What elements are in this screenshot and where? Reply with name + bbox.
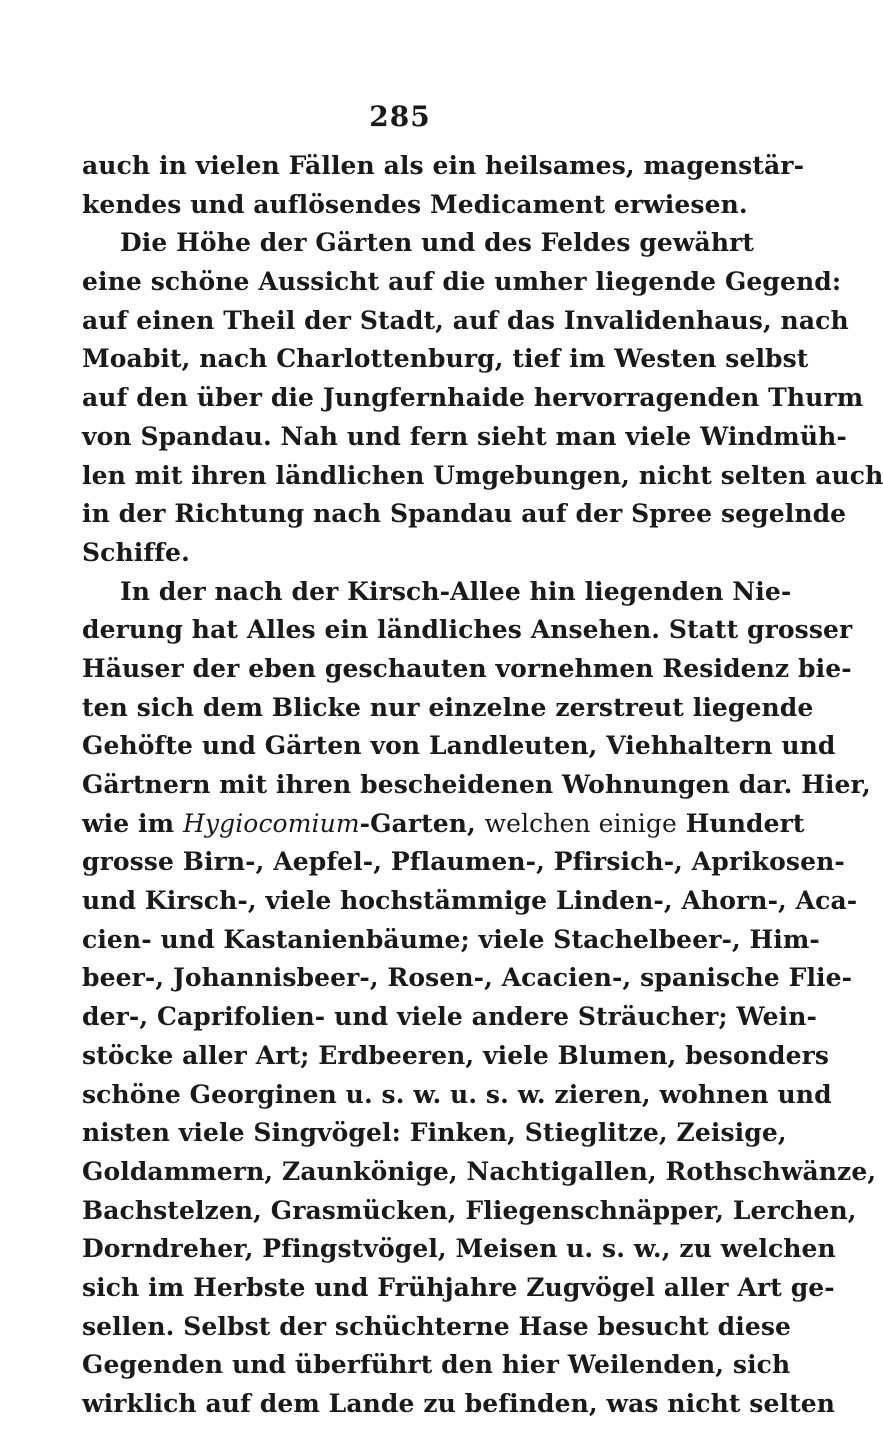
text-run: -Garten, <box>359 808 485 838</box>
text-line: beer-, Johannisbeer-, Rosen-, Acacien-, spanische Flie- <box>82 963 853 993</box>
text-line: ten sich dem Blicke nur einzelne zerstreut liegende <box>82 692 814 722</box>
text-line: auf einen Theil der Stadt, auf das Invalidenhaus, nach <box>82 305 849 335</box>
page-number: 285 <box>369 100 431 133</box>
text-line: Gärtnern mit ihren bescheidenen Wohnungen dar. Hier, <box>82 770 871 799</box>
paragraph-start-line: Die Höhe der Gärten und des Feldes gewährt <box>120 228 755 258</box>
text-line: cien- und Kastanienbäume; viele Stachelbeer-, Him- <box>82 924 820 954</box>
body-text <box>82 147 883 1424</box>
text-line: sich im Herbste und Frühjahre Zugvögel aller Art ge- <box>82 1272 835 1302</box>
text-line: len mit ihren ländlichen Umgebungen, nicht selten auch <box>82 460 883 490</box>
text-line: Moabit, nach Charlottenburg, tief im Westen selbst <box>82 344 809 374</box>
text-line: in der Richtung nach Spandau auf der Spree segelnde <box>82 499 847 529</box>
text-line: der-, Caprifolien- und viele andere Sträucher; Wein- <box>82 1002 818 1032</box>
text-line-mixed <box>82 805 805 844</box>
text-line: Bachstelzen, Grasmücken, Fliegenschnäpper, Lerchen, <box>82 1195 857 1225</box>
text-line: kendes und auflösendes Medicament erwiesen. <box>82 189 748 219</box>
text-line: und Kirsch-, viele hochstämmige Linden-, Ahorn-, Aca- <box>82 886 858 916</box>
text-line: stöcke aller Art; Erdbeeren, viele Blumen, besonders <box>82 1040 830 1070</box>
text-line: Gegenden und überführt den hier Weilenden, sich <box>82 1350 791 1380</box>
text-line: auf den über die Jungfernhaide hervorragenden Thurm <box>82 383 864 413</box>
text-line: Gehöfte und Gärten von Landleuten, Viehhaltern und <box>82 731 836 761</box>
text-run: Hundert <box>676 808 805 838</box>
italic-term: Hygiocomium <box>182 808 360 838</box>
text-line: grosse Birn-, Aepfel-, Pflaumen-, Pfirsich-, Aprikosen- <box>82 847 845 877</box>
text-line: derung hat Alles ein ländliches Ansehen. Statt grosser <box>82 615 853 645</box>
text-line: Dorndreher, Pfingstvögel, Meisen u. s. w., zu welchen <box>82 1234 836 1264</box>
text-line: auch in vielen Fällen als ein heilsames, magenstär- <box>82 151 805 180</box>
text-line: schöne Georginen u. s. w. u. s. w. zieren, wohnen und <box>82 1079 832 1109</box>
text-run-regular: welchen einige <box>484 808 677 838</box>
text-line: Goldammern, Zaunkönige, Nachtigallen, Rothschwänze, <box>82 1156 877 1186</box>
text-line: wirklich auf dem Lande zu befinden, was nicht selten <box>82 1389 836 1418</box>
paragraph-start-line: In der nach der Kirsch-Allee hin liegenden Nie- <box>120 576 792 606</box>
text-line: sellen. Selbst der schüchterne Hase besucht diese <box>82 1311 792 1341</box>
text-line: Schiffe. <box>82 537 190 567</box>
text-line: Häuser der eben geschauten vornehmen Residenz bie- <box>82 653 852 683</box>
text-line: nisten viele Singvögel: Finken, Stieglitze, Zeisige, <box>82 1118 787 1148</box>
text-line: von Spandau. Nah und fern sieht man viele Windmüh- <box>82 421 847 451</box>
text-line: eine schöne Aussicht auf die umher liegende Gegend: <box>82 267 842 297</box>
text-run: wie im <box>82 808 183 838</box>
